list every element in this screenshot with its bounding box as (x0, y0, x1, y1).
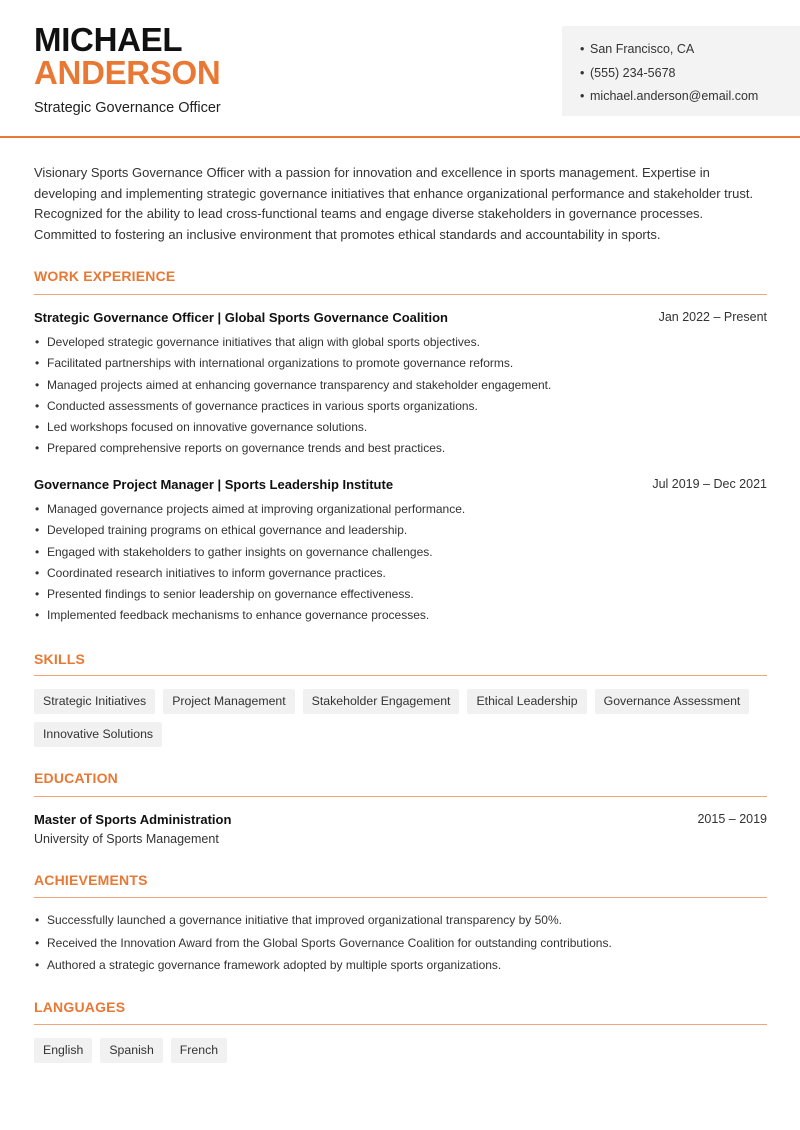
education-dates: 2015 – 2019 (697, 812, 767, 826)
skill-tag: Stakeholder Engagement (303, 689, 460, 714)
skill-tag: Innovative Solutions (34, 722, 162, 747)
contact-phone: • (555) 234-5678 (580, 62, 800, 86)
school: University of Sports Management (34, 832, 219, 846)
list-item: • Managed projects aimed at enhancing governance transparency and stakeholder engagement. (34, 375, 551, 396)
languages-list (34, 1038, 774, 1063)
job-bullets (34, 332, 551, 460)
skill-tag: Project Management (163, 689, 294, 714)
list-item: • Conducted assessments of governance practices in various sports organizations. (34, 396, 551, 417)
list-item: • Engaged with stakeholders to gather insights on governance challenges. (34, 542, 465, 563)
job-heading: Strategic Governance Officer | Global Sports Governance Coalition (34, 310, 448, 325)
list-item: • Implemented feedback mechanisms to enhance governance processes. (34, 605, 465, 626)
language-tag: French (171, 1038, 227, 1063)
job-dates: Jan 2022 – Present (658, 310, 767, 324)
resume-header (0, 0, 800, 138)
language-tag: Spanish (100, 1038, 162, 1063)
list-item: • Successfully launched a governance initiative that improved organizational transparency by 50%. (34, 909, 612, 932)
contact-location: • San Francisco, CA (580, 38, 800, 62)
skills-list (34, 689, 774, 747)
languages-heading: LANGUAGES (34, 999, 126, 1015)
section-divider (34, 294, 767, 295)
list-item: • Led workshops focused on innovative governance solutions. (34, 417, 551, 438)
skill-tag: Governance Assessment (595, 689, 750, 714)
section-divider (34, 1024, 767, 1025)
job-role: Strategic Governance Officer (34, 100, 221, 116)
list-item: • Facilitated partnerships with international organizations to promote governance reforms. (34, 353, 551, 374)
language-tag: English (34, 1038, 92, 1063)
education-heading: EDUCATION (34, 770, 118, 786)
first-name: MICHAEL (34, 21, 183, 58)
list-item: • Prepared comprehensive reports on governance trends and best practices. (34, 438, 551, 459)
achievements-list (34, 909, 612, 977)
contact-box (562, 26, 800, 116)
job-dates: Jul 2019 – Dec 2021 (652, 477, 767, 491)
list-item: • Developed training programs on ethical governance and leadership. (34, 520, 465, 541)
achievements-heading: ACHIEVEMENTS (34, 872, 148, 888)
work-experience-heading: WORK EXPERIENCE (34, 268, 176, 284)
list-item: • Coordinated research initiatives to inform governance practices. (34, 563, 465, 584)
section-divider (34, 897, 767, 898)
skill-tag: Strategic Initiatives (34, 689, 155, 714)
profile-summary: Visionary Sports Governance Officer with a passion for innovation and excellence in sports management. Expertise in developing and implementing strategic governance initiatives that enhance organizational performance and stakeholder trust. Recognized for the ability to lead cross-functional teams and engage diverse stakeholders in governance processes. Committed to fostering an inclusive environment that promotes ethical standards and accountability in sports. (34, 165, 754, 242)
job-bullets (34, 499, 465, 627)
list-item: • Managed governance projects aimed at improving organizational performance. (34, 499, 465, 520)
last-name: ANDERSON (34, 54, 221, 91)
list-item: • Presented findings to senior leadership on governance effectiveness. (34, 584, 465, 605)
list-item: • Developed strategic governance initiatives that align with global sports objectives. (34, 332, 551, 353)
contact-email: • michael.anderson@email.com (580, 85, 800, 109)
list-item: • Authored a strategic governance framework adopted by multiple sports organizations. (34, 954, 612, 977)
degree: Master of Sports Administration (34, 812, 232, 827)
list-item: • Received the Innovation Award from the Global Sports Governance Coalition for outstanding contributions. (34, 932, 612, 955)
skills-heading: SKILLS (34, 651, 85, 667)
skill-tag: Ethical Leadership (467, 689, 586, 714)
job-heading: Governance Project Manager | Sports Leadership Institute (34, 477, 394, 492)
candidate-name (34, 21, 221, 91)
section-divider (34, 796, 767, 797)
section-divider (34, 675, 767, 676)
